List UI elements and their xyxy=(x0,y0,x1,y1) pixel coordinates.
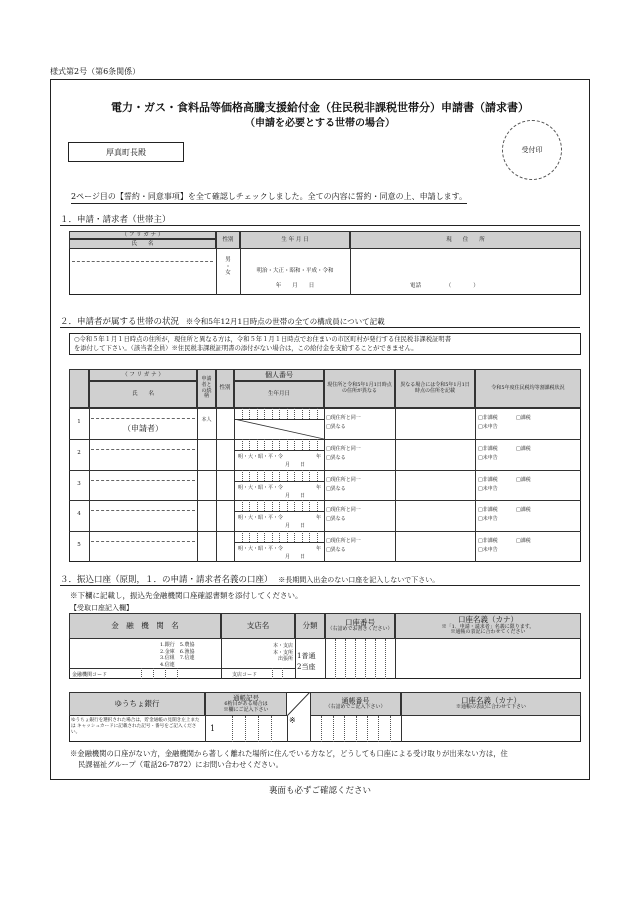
account-no-note: （右詰めでお書きください） xyxy=(327,626,393,633)
passbook-no-digit-divider xyxy=(390,716,391,742)
bank-v1 xyxy=(221,639,222,679)
addressee-box xyxy=(68,142,184,162)
hh-dob-eras: 明・大・昭・平・令 xyxy=(238,546,284,553)
hh-opt-diff: □異なる xyxy=(326,516,346,523)
bank-name-header: 金 融 機 関 名 xyxy=(69,613,221,639)
passbook-no-digit-divider xyxy=(333,716,334,742)
hh-id-digit-divider xyxy=(309,439,310,450)
s1-furigana-header: （ フ リ ガ ナ ） xyxy=(69,231,216,239)
hh-opt-same: □現住所と同一 xyxy=(326,507,361,514)
hh-id-digit-divider xyxy=(302,500,303,511)
passbook-code-digit-divider xyxy=(245,716,246,742)
s1-phone: 電話 （ ） xyxy=(410,283,479,289)
hh-furigana-line xyxy=(91,510,195,511)
passbook-code-digit-divider xyxy=(271,716,272,742)
hh-id-digit-divider xyxy=(272,439,273,450)
hh-id-digit-divider xyxy=(287,500,288,511)
bank-type-list xyxy=(160,642,195,668)
branch-name-header: 支店名 xyxy=(221,613,295,639)
hh-opt-same: □現住所と同一 xyxy=(326,476,361,483)
passbook-no-digit-divider xyxy=(356,716,357,742)
bank-code-divider xyxy=(165,668,166,679)
hh-id-digit-divider xyxy=(249,439,250,450)
hh-id-digit-divider xyxy=(302,408,303,419)
hh-id-divider xyxy=(234,511,324,512)
hh-dob-eras: 明・大・昭・平・令 xyxy=(238,453,284,460)
hh-row-no: 1 xyxy=(77,419,81,425)
hh-addr-same-header: 現住所と令和5年1月1日時点の住所が異なる xyxy=(324,369,395,408)
stamp-label: 受付印 xyxy=(521,146,543,154)
branch-type-list xyxy=(258,643,293,663)
hh-dob-year: 年 xyxy=(316,484,322,491)
acct-type-list xyxy=(297,651,315,672)
hh-id-digit-divider xyxy=(264,470,265,481)
hh-id-digit-divider xyxy=(264,531,265,542)
s1-furigana-line xyxy=(72,261,213,262)
acct-digit-divider xyxy=(355,639,356,679)
hh-opt-unfiled: □未申告 xyxy=(478,424,498,430)
branch-code-divider xyxy=(282,668,283,679)
account-name-note2: ※通帳の表記に合わせてください xyxy=(450,629,526,636)
hh-opt-nontax: □非課税 xyxy=(478,507,498,514)
hh-id-digit-divider xyxy=(257,470,258,481)
notice-line-1: ○令和５年１月１日時点の住所が，現住所と異なる方は，令和５年１月１日時点でお住まいの市区町村が発行する住民税非課税証明書 xyxy=(74,336,452,343)
passbook-code-digit-divider xyxy=(258,716,259,742)
hh-id-digit-divider xyxy=(287,408,288,419)
hh-dob-md: 月 日 xyxy=(285,492,306,499)
hh-row-border xyxy=(69,531,581,532)
hh-col-line xyxy=(234,408,235,562)
hh-id-digit-divider xyxy=(257,408,258,419)
passbook-no-digit-divider xyxy=(378,716,379,742)
hh-id-digit-divider xyxy=(294,500,295,511)
hh-opt-nontax: □非課税 xyxy=(478,415,498,421)
bank-type-3: 3.信組 7.信連 xyxy=(160,655,195,661)
section2-title: ２．申請者が属する世帯の状況 xyxy=(60,317,180,327)
hh-id-digit-divider xyxy=(242,531,243,542)
section2-note: ※令和5年12月1日時点の世帯の全ての構成員について記載 xyxy=(185,317,385,326)
hh-row-border xyxy=(69,408,581,409)
yucho-name-label: 口座名義（カナ） xyxy=(461,695,521,705)
footer-note xyxy=(70,749,580,770)
hh-id-digit-divider xyxy=(302,470,303,481)
hh-id-digit-divider xyxy=(294,408,295,419)
hh-id-digit-divider xyxy=(294,470,295,481)
s1-sex-values: 男 ・ 女 xyxy=(225,257,231,277)
hh-relation-header: 申請者との続柄 xyxy=(197,369,216,408)
hh-dob-eras: 明・大・昭・平・令 xyxy=(238,515,284,522)
hh-opt-nontax: □非課税 xyxy=(478,476,498,483)
acct-digit-divider xyxy=(375,639,376,679)
yucho-note: ゆうちょ銀行を選択された場合は，貯金通帳の見開き左上または キャッシュカードに記載された記号・番号をご記入ください。 xyxy=(71,718,200,735)
hh-row-no: 2 xyxy=(77,449,81,456)
page-subtitle: （申請を必要とする世帯の場合） xyxy=(245,118,395,129)
hh-id-digit-divider xyxy=(317,439,318,450)
hh-opt-same: □現住所と同一 xyxy=(326,415,361,421)
hh-id-digit-divider xyxy=(249,470,250,481)
branch-type-1: 本・支店 xyxy=(272,643,293,649)
branch-type-3: 出張所 xyxy=(277,656,293,662)
hh-id-digit-divider xyxy=(279,531,280,542)
passbook-code-header xyxy=(205,692,287,716)
hh-opt-diff: □異なる xyxy=(326,454,346,461)
bottom-note: 裏面も必ずご確認ください xyxy=(268,786,371,796)
yucho-v4 xyxy=(401,716,402,742)
hh-opt-unfiled: □未申告 xyxy=(478,516,498,523)
hh-col-line xyxy=(89,408,90,562)
hh-opt-unfiled: □未申告 xyxy=(478,547,498,554)
hh-tax-header: 令和5年度住民税均等割課税状況 xyxy=(475,369,581,408)
hh-id-digit-divider xyxy=(272,408,273,419)
hh-id-digit-divider xyxy=(272,531,273,542)
hh-id-digit-divider xyxy=(287,439,288,450)
bank-type-2: 2.金庫 6.漁協 xyxy=(160,648,195,655)
hh-id-digit-divider xyxy=(317,500,318,511)
hh-id-digit-divider xyxy=(287,531,288,542)
acct-type-1: 1普通 xyxy=(297,652,316,660)
bank-type-1: 1.銀行 5.農協 xyxy=(160,642,195,648)
bank-v2 xyxy=(295,639,296,679)
hh-dob-md: 月 日 xyxy=(285,554,306,561)
hh-col-line xyxy=(216,408,217,562)
branch-type-2: 本・支所 xyxy=(272,649,293,656)
hh-opt-diff: □異なる xyxy=(326,424,346,430)
account-name-note1: ※「1．申請・請求者」名義に限ります。 xyxy=(441,623,535,630)
passbook-first-digit: 1 xyxy=(210,724,216,733)
section2-notice xyxy=(69,333,581,355)
hh-opt-same: □現住所と同一 xyxy=(326,538,361,545)
bank-header: 【受取口座記入欄】 xyxy=(70,604,133,612)
hh-col-line xyxy=(395,408,396,562)
acct-digit-divider xyxy=(345,639,346,679)
addressee: 厚真町長殿 xyxy=(106,147,146,157)
hh-id-digit-divider xyxy=(242,439,243,450)
acct-type-2: 2当座 xyxy=(297,662,316,671)
hh-id-divider xyxy=(234,450,324,451)
passbook-slash xyxy=(287,692,310,716)
hh-id-digit-divider xyxy=(264,439,265,450)
branch-code-label: 支店コード xyxy=(232,672,258,678)
hh-opt-nontax: □非課税 xyxy=(478,538,498,545)
reception-stamp-circle xyxy=(502,120,562,180)
hh-opt-nontax: □非課税 xyxy=(478,445,498,452)
passbook-no-header xyxy=(310,692,401,716)
bank-code-label: 金融機関コード xyxy=(72,672,108,678)
footer-note-2: 民課福祉グループ（電話26-7872）にお問い合わせください。 xyxy=(78,759,283,769)
hh-dob-header: 生年月日 xyxy=(234,381,324,408)
hh-furigana-line xyxy=(91,449,195,450)
hh-id-divider xyxy=(234,542,324,543)
hh-id-digit-divider xyxy=(294,439,295,450)
hh-id-digit-divider xyxy=(249,408,250,419)
section3-title: ３．振込口座（原則，１．の申請・請求者名義の口座） xyxy=(60,575,273,585)
hh-furigana-header: （ フ リ ガ ナ ） xyxy=(89,369,197,381)
hh-opt-unfiled: □未申告 xyxy=(478,485,498,492)
passbook-code-note1: 6桁目がある場合は xyxy=(224,700,268,707)
hh-id-digit-divider xyxy=(242,408,243,419)
hh-id-header: 個人番号 xyxy=(234,369,324,381)
section3-note: ※下欄に記載し，振込先金融機関口座確認書類を添付してください。 xyxy=(70,591,303,600)
passbook-no-digit-divider xyxy=(367,716,368,742)
hh-id-digit-divider xyxy=(272,470,273,481)
bank-code-line xyxy=(69,668,295,669)
hh-col-line xyxy=(475,408,476,562)
bank-code-divider xyxy=(177,668,178,679)
confirm-statement: 2ページ目の【誓約・同意事項】を全て確認しチェックしました。全ての内容に誓約・同意の上、申請します。 xyxy=(71,191,467,204)
section3-heading-note: ※長期間入出金のない口座を記入しないで下さい。 xyxy=(278,576,440,584)
hh-row-name: （申請者） xyxy=(123,424,163,433)
acct-digit-divider xyxy=(385,639,386,679)
passbook-code-digit-divider xyxy=(232,716,233,742)
hh-id-digit-divider xyxy=(249,500,250,511)
yucho-v2 xyxy=(287,716,288,742)
section1-heading: １．申請・請求者（世帯主） xyxy=(60,213,580,226)
hh-sex-header: 性別 xyxy=(216,369,234,408)
hh-dob-year: 年 xyxy=(316,453,322,460)
hh-id-digit-divider xyxy=(279,500,280,511)
yucho-name-note: ※通帳の表記に合わせて下さい xyxy=(455,704,526,711)
passbook-mark: ※ xyxy=(289,716,296,725)
hh-id-digit-divider xyxy=(242,470,243,481)
s1-address-header: 現 住 所 xyxy=(350,231,581,249)
s1-sex-header: 性別 xyxy=(216,231,240,249)
category-header: 分類 xyxy=(295,613,325,639)
s1-ymd: 年 月 日 xyxy=(275,283,315,289)
hh-col-line xyxy=(197,408,198,562)
hh-id-digit-divider xyxy=(287,470,288,481)
yucho-v1 xyxy=(205,716,206,742)
hh-opt-unfiled: □未申告 xyxy=(478,454,498,461)
hh-id-divider xyxy=(234,481,324,482)
s1-v3 xyxy=(350,249,351,295)
hh-id-digit-divider xyxy=(264,500,265,511)
hh-id-digit-divider xyxy=(302,439,303,450)
hh-row-relation: 本人 xyxy=(201,417,212,423)
hh-opt-tax: □課税 xyxy=(516,507,531,514)
hh-opt-tax: □課税 xyxy=(516,445,531,452)
s1-dob-header: 生 年 月 日 xyxy=(240,231,350,249)
account-name-header xyxy=(395,613,581,639)
hh-name-header: 氏 名 xyxy=(89,381,197,408)
hh-addr-diff-header: 異なる場合には令和5年1月1日時点の住所を記載 xyxy=(395,369,475,408)
passbook-no-digit-divider xyxy=(344,716,345,742)
hh-opt-tax: □課税 xyxy=(516,538,531,545)
hh-no-header xyxy=(69,369,89,408)
hh-id-digit-divider xyxy=(264,408,265,419)
hh-furigana-line xyxy=(91,418,195,419)
hh-id-digit-divider xyxy=(279,439,280,450)
hh-id-digit-divider xyxy=(294,531,295,542)
hh-row-no: 3 xyxy=(77,480,81,487)
account-name-label: 口座名義（カナ） xyxy=(458,614,518,624)
bank-type-4: 4.信連 xyxy=(160,661,175,668)
passbook-no-note: （右詰めでご記入下さい） xyxy=(325,704,386,711)
yucho-name-header xyxy=(401,692,581,716)
form-number: 様式第2号（第6条関係） xyxy=(50,67,141,76)
hh-opt-tax: □課税 xyxy=(516,415,531,421)
account-no-header xyxy=(325,613,395,639)
hh-id-digit-divider xyxy=(279,470,280,481)
hh-furigana-line xyxy=(91,541,195,542)
s1-name-header: 氏 名 xyxy=(69,239,216,249)
passbook-no-digit-divider xyxy=(321,716,322,742)
acct-digit-divider xyxy=(365,639,366,679)
s1-v2 xyxy=(240,249,241,295)
hh-opt-same: □現住所と同一 xyxy=(326,445,361,452)
passbook-code-label: 通帳記号 xyxy=(233,693,259,702)
s1-eras: 明治・大正・昭和・平成・令和 xyxy=(256,268,334,274)
hh-id-digit-divider xyxy=(242,500,243,511)
hh-id-digit-divider xyxy=(309,470,310,481)
hh-id-digit-divider xyxy=(317,408,318,419)
hh-row-no: 5 xyxy=(77,542,81,549)
bank-code-divider xyxy=(141,668,142,679)
hh-dob-year: 年 xyxy=(316,515,322,522)
footer-note-1: ※金融機関の口座がない方，金融機関から著しく離れた場所に住んでいる方など，どうしても口座による受け取りが出来ない方は，住 xyxy=(70,749,508,758)
hh-col-line xyxy=(324,408,325,562)
section3-heading xyxy=(60,573,580,586)
account-no-label: 口座番号 xyxy=(345,617,375,627)
hh-id-digit-divider xyxy=(309,500,310,511)
section2-heading xyxy=(60,315,580,328)
hh-id-digit-divider xyxy=(309,408,310,419)
hh-row1-slash xyxy=(234,419,324,439)
hh-row-border xyxy=(69,439,581,440)
hh-id-digit-divider xyxy=(317,470,318,481)
hh-row-border xyxy=(69,500,581,501)
bank-v3 xyxy=(325,639,326,679)
hh-opt-tax: □課税 xyxy=(516,476,531,483)
hh-id-digit-divider xyxy=(302,531,303,542)
hh-opt-diff: □異なる xyxy=(326,547,346,554)
hh-id-digit-divider xyxy=(272,500,273,511)
hh-id-digit-divider xyxy=(279,408,280,419)
hh-id-digit-divider xyxy=(309,531,310,542)
bank-v4 xyxy=(395,639,396,679)
passbook-no-label: 通帳番号 xyxy=(341,697,370,706)
hh-id-digit-divider xyxy=(317,531,318,542)
yucho-header: ゆうちょ銀行 xyxy=(69,692,205,716)
page-title: 電力・ガス・食料品等価格高騰支援給付金（住民税非課税世帯分）申請書（請求書） xyxy=(111,101,529,114)
hh-dob-eras: 明・大・昭・平・令 xyxy=(238,484,284,491)
bank-code-divider xyxy=(153,668,154,679)
hh-dob-md: 月 日 xyxy=(285,523,306,530)
hh-row-border xyxy=(69,470,581,471)
acct-digit-divider xyxy=(335,639,336,679)
notice-line-2: を添付して下さい。（該当者全員）※住民税非課税証明書の添付がない場合は，この給付金を支給することができません。 xyxy=(74,344,418,352)
hh-dob-md: 月 日 xyxy=(285,461,306,468)
hh-id-digit-divider xyxy=(249,531,250,542)
hh-opt-diff: □異なる xyxy=(326,485,346,492)
hh-furigana-line xyxy=(91,480,195,481)
hh-dob-year: 年 xyxy=(316,546,322,553)
yucho-v3 xyxy=(310,692,311,742)
passbook-code-note2: ※欄にご記入下さい xyxy=(223,706,269,713)
hh-row-no: 4 xyxy=(77,511,81,518)
hh-id-digit-divider xyxy=(257,500,258,511)
hh-id-digit-divider xyxy=(257,439,258,450)
branch-code-divider xyxy=(272,668,273,679)
hh-id-digit-divider xyxy=(257,531,258,542)
